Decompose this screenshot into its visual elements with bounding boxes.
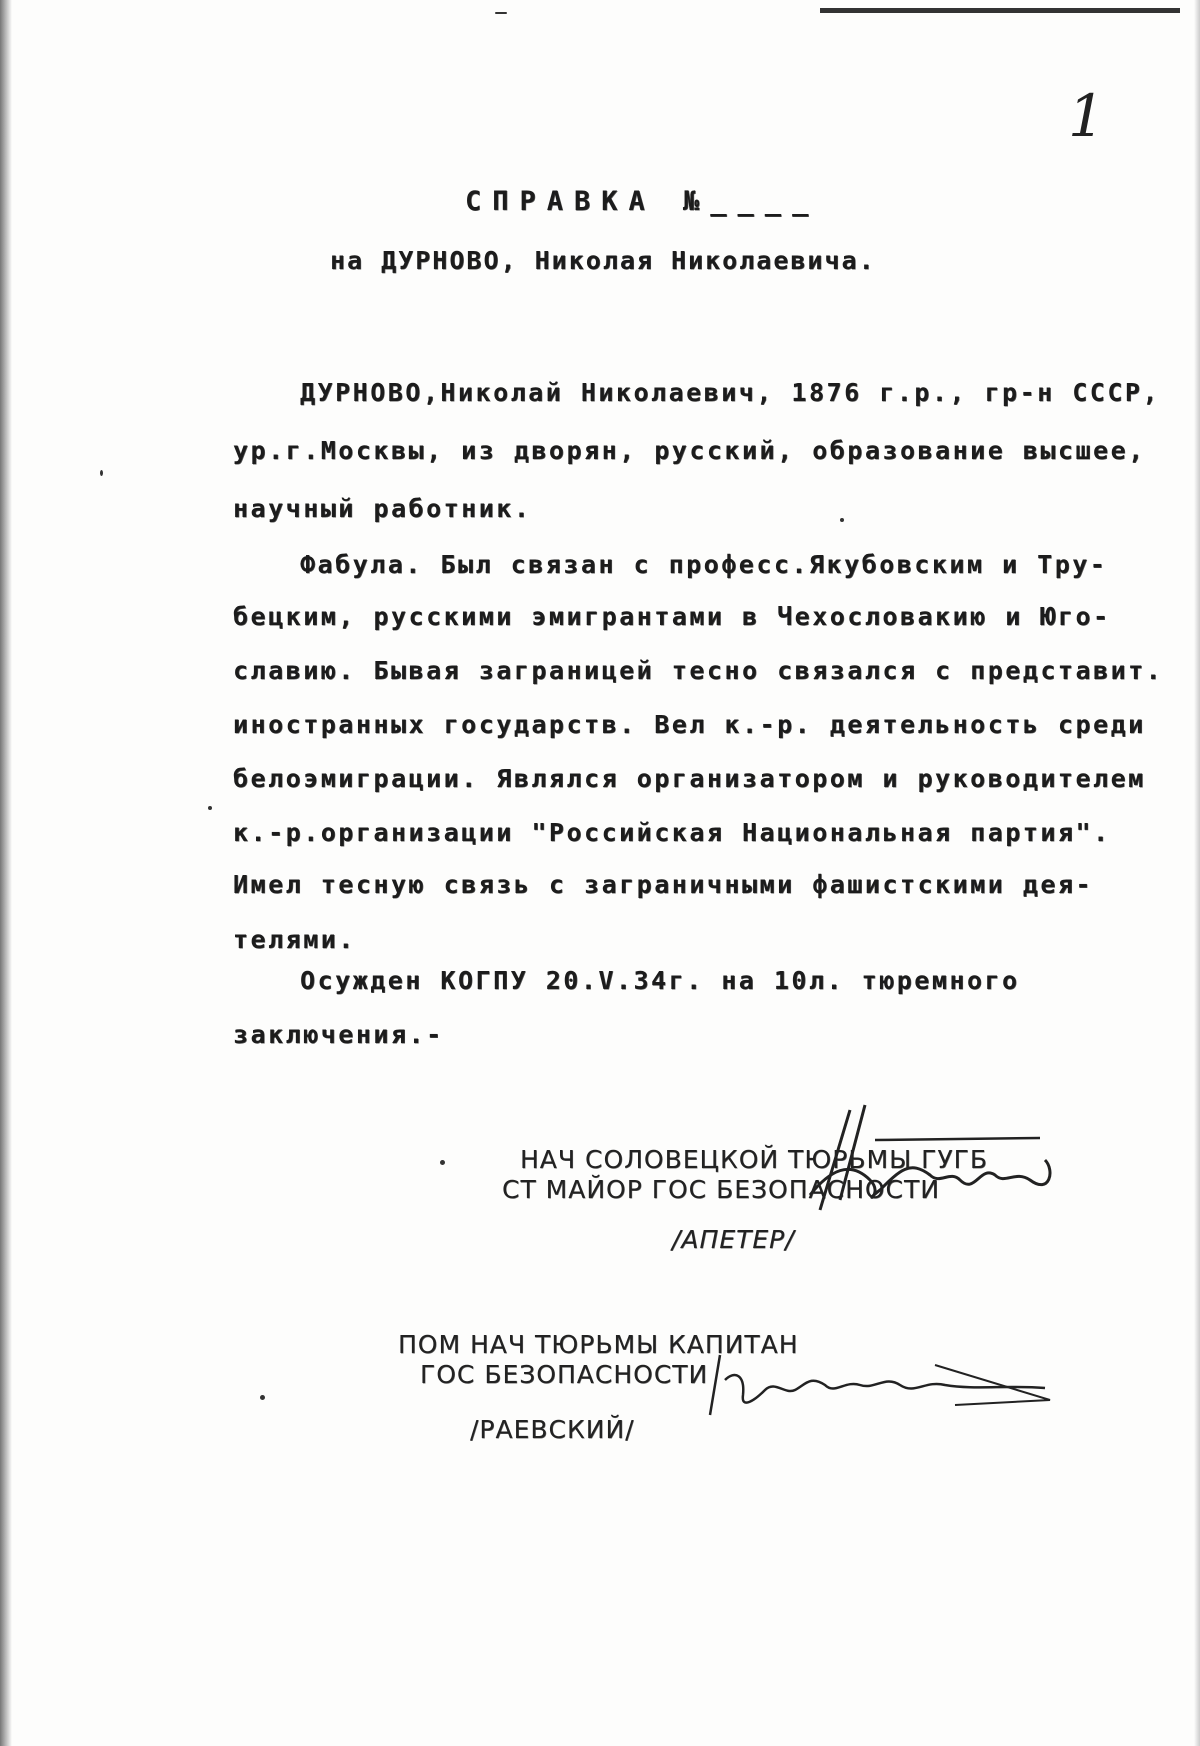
- document-subtitle: на ДУРНОВО, Николая Николаевича.: [330, 246, 876, 275]
- body-line-6: славию. Бывая заграницей тесно связался с представит.: [233, 656, 1164, 685]
- body-line-9: к.-р.организации "Российская Национальная партия".: [233, 818, 1111, 847]
- body-line-5: бецким, русскими эмигрантами в Чехословакию и Юго-: [233, 602, 1111, 631]
- signatory-1-position: НАЧ СОЛОВЕЦКОЙ ТЮРЬМЫ ГУГБ: [520, 1145, 988, 1174]
- signature-1: [790, 1100, 1070, 1220]
- scan-speck: [440, 1160, 445, 1165]
- scan-speck: [100, 470, 103, 476]
- scan-edge-left: [0, 0, 12, 1746]
- body-line-7: иностранных государств. Вел к.-р. деятельность среди: [233, 710, 1146, 739]
- body-line-2: ур.г.Москвы, из дворян, русский, образование высшее,: [233, 436, 1146, 465]
- document-title: СПРАВКА №____: [465, 186, 820, 217]
- body-line-8: белоэмиграции. Являлся организатором и руководителем: [233, 764, 1146, 793]
- signatory-2-name: /РАЕВСКИЙ/: [470, 1415, 635, 1444]
- body-line-12: Осужден КОГПУ 20.V.34г. на 10л. тюремного: [300, 966, 1020, 995]
- body-line-13: заключения.-: [233, 1020, 444, 1049]
- signatory-1-rank: СТ МАЙОР ГОС БЕЗОПАСНОСТИ: [502, 1175, 940, 1204]
- body-line-11: телями.: [233, 925, 356, 954]
- scan-speck: [495, 12, 507, 14]
- signatory-1-name: /АПЕТЕР/: [672, 1225, 795, 1254]
- page-number: 1: [1068, 82, 1105, 150]
- signature-2: [705, 1340, 1065, 1430]
- body-line-10: Имел тесную связь с заграничными фашистскими дея-: [233, 870, 1094, 899]
- body-line-1: ДУРНОВО,Николай Николаевич, 1876 г.р., гр-н СССР,: [300, 378, 1161, 407]
- body-line-3: научный работник.: [233, 494, 532, 523]
- scan-edge-top: [820, 8, 1180, 13]
- scan-speck: [208, 806, 212, 810]
- scan-speck: [260, 1395, 265, 1400]
- signatory-2-position: ПОМ НАЧ ТЮРЬМЫ КАПИТАН: [398, 1330, 799, 1359]
- scan-edge-right: [1194, 0, 1200, 1746]
- signatory-2-rank: ГОС БЕЗОПАСНОСТИ: [420, 1360, 709, 1389]
- body-line-4: Фабула. Был связан с професс.Якубовским и Тру-: [300, 550, 1108, 579]
- scan-speck: [840, 518, 844, 522]
